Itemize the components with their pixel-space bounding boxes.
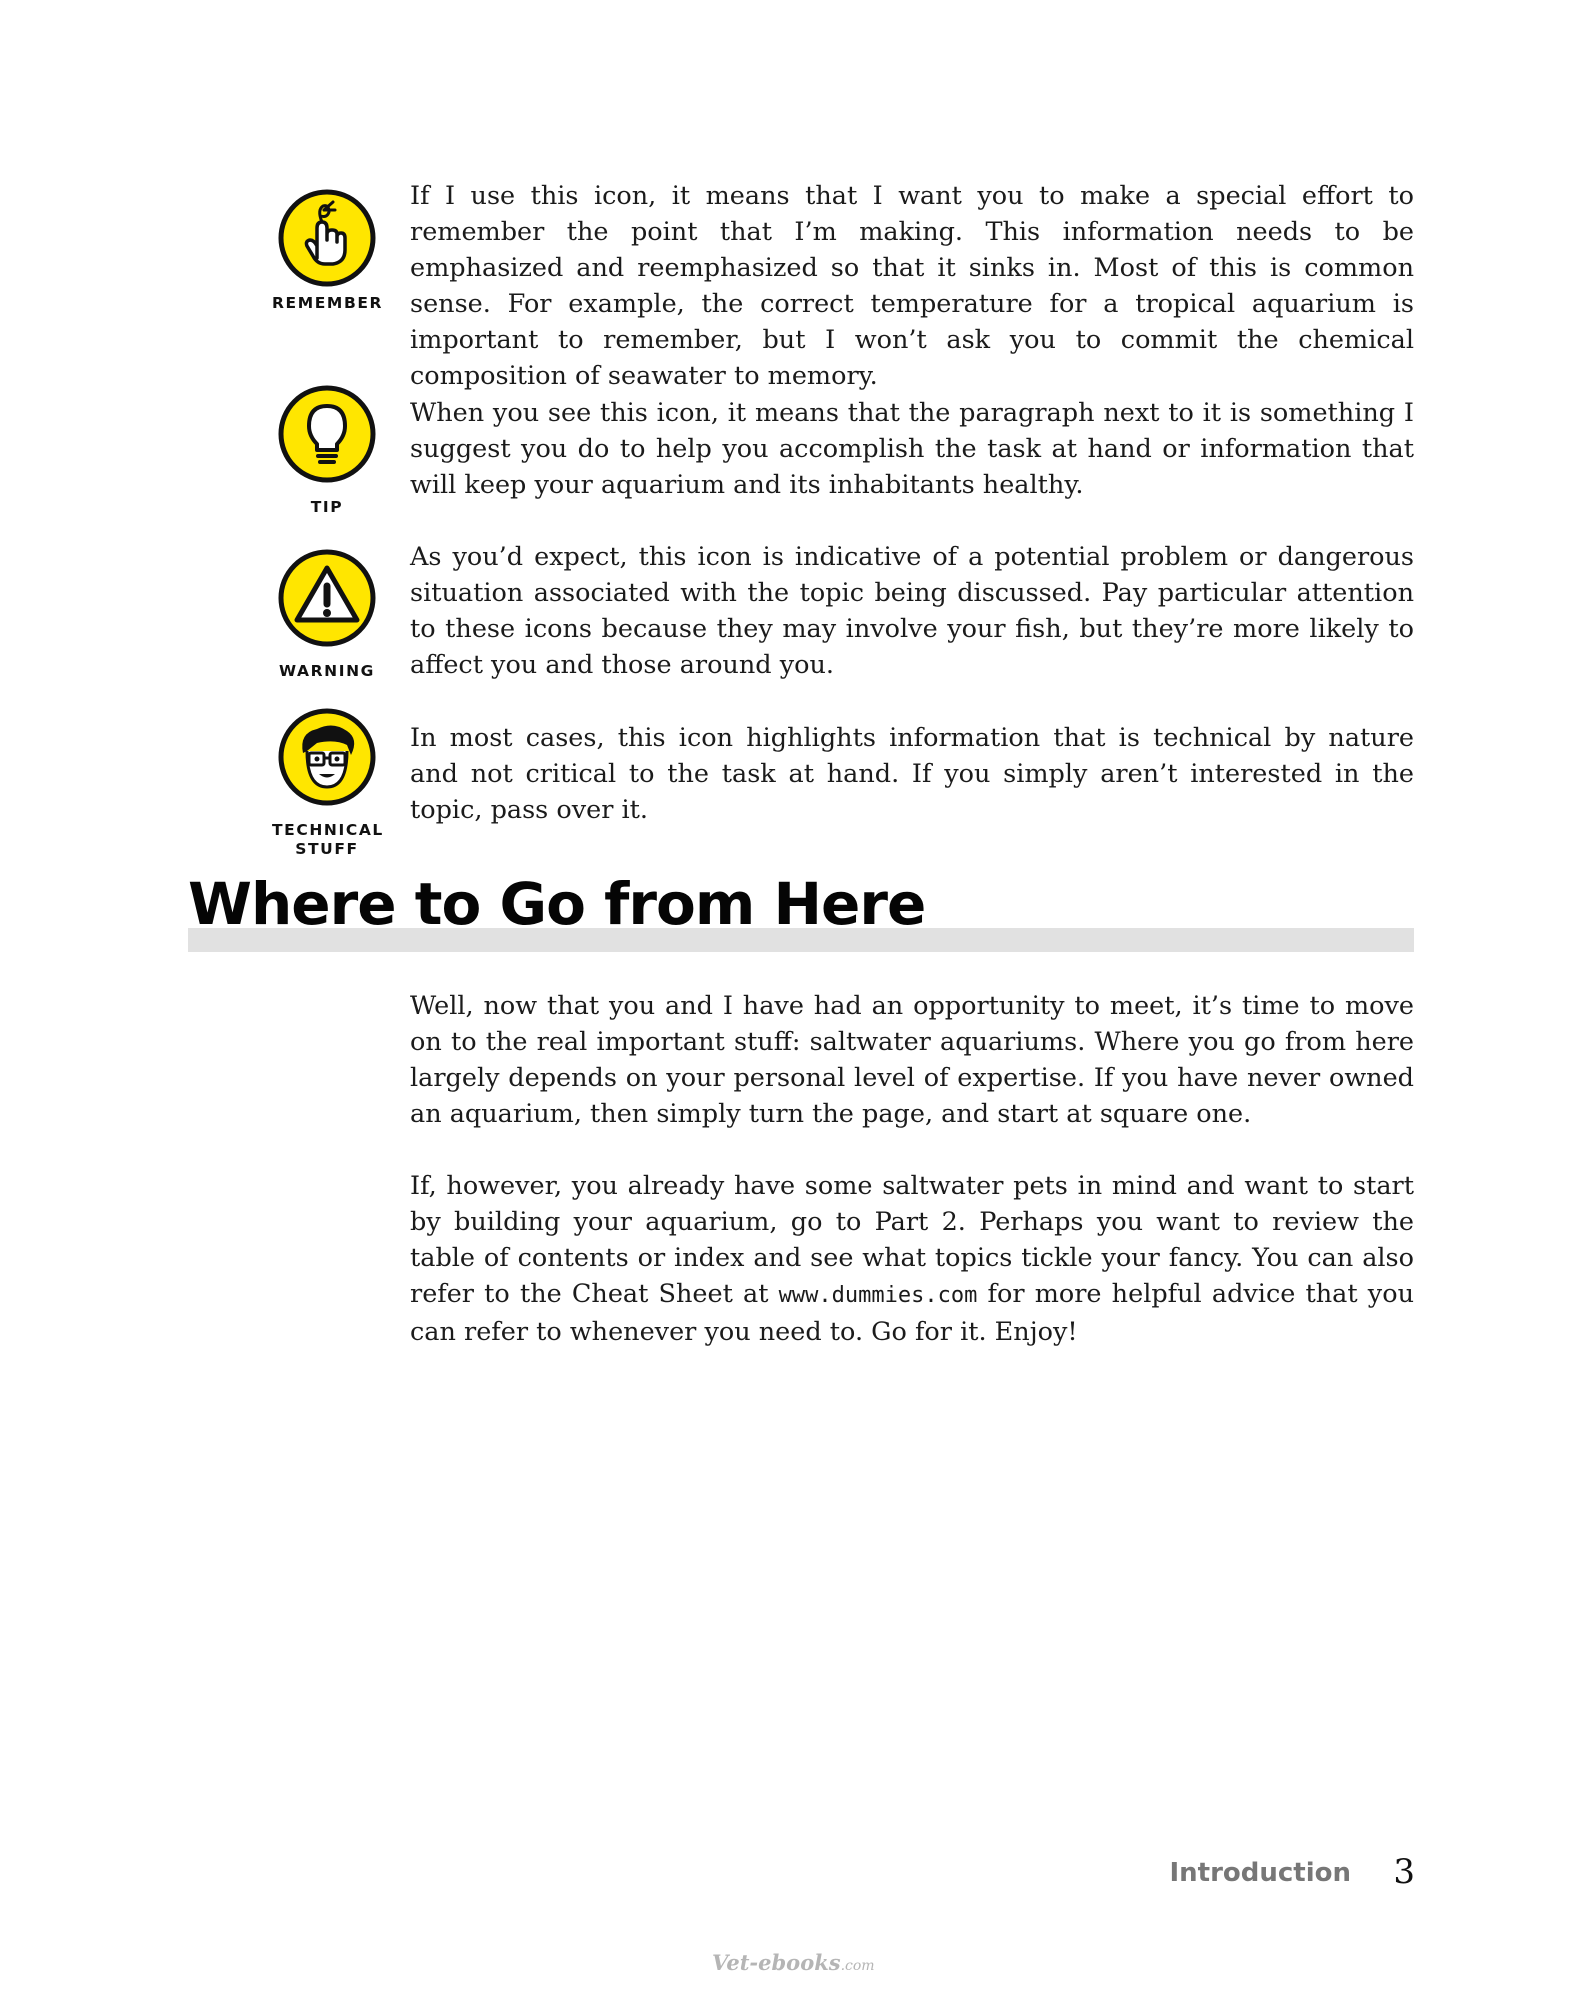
warning-paragraph-block	[410, 539, 1414, 683]
technical-paragraph-block	[410, 720, 1414, 828]
footer-page-number: 3	[1393, 1852, 1415, 1892]
remember-finger-icon	[277, 188, 377, 288]
warning-triangle-icon	[277, 548, 377, 648]
tip-paragraph: When you see this icon, it means that the paragraph next to it is something I suggest you do to help you accomplish the task at hand or information that will keep your aquarium and its inhabitants healthy.	[410, 398, 1414, 500]
paragraph-2-text-start: If, however, you already have some saltwater pets in mind and want to start by building your aquarium, go to Part 2. Perhaps you want to review the table of contents or index and see what topics tickle your fancy. You can also refer to the Cheat Sheet at	[410, 1171, 1414, 1309]
section-paragraph-2	[410, 1168, 1414, 1350]
technical-label-line2: STUFF	[295, 840, 359, 858]
technical-stuff-face-icon	[277, 707, 377, 807]
section-paragraph-2-block	[410, 1168, 1414, 1350]
dummies-url-link[interactable]: www.dummies.com	[778, 1283, 978, 1308]
technical-icon-block	[272, 707, 382, 859]
remember-paragraph: If I use this icon, it means that I want you to make a special effort to remember the point that I’m making. This information needs to be emphasized and reemphasized so that it sinks in. Most of this is common sense. For example, the correct temperature for a tropical aquarium is important to remember, but I won’t ask you to commit the chemical composition of seawater to memory.	[410, 181, 1414, 391]
watermark-text: Vet-ebooks	[712, 1950, 841, 1975]
warning-paragraph: As you’d expect, this icon is indicative of a potential problem or dangerous situation associated with the topic being discussed. Pay particular attention to these icons because they may involve your fish, but they’re more likely to affect you and those around you.	[410, 542, 1414, 680]
section-paragraph-1: Well, now that you and I have had an opportunity to meet, it’s time to move on to the real important stuff: saltwater aquariums. Where you go from here largely depends on your personal level of expertise. If you have never owned an aquarium, then simply turn the page, and start at square one.	[410, 991, 1414, 1129]
tip-icon-block	[272, 384, 382, 517]
technical-paragraph: In most cases, this icon highlights information that is technical by nature and not critical to the task at hand. If you simply aren’t interested in the topic, pass over it.	[410, 723, 1414, 825]
technical-label-line1: TECHNICAL	[272, 821, 384, 839]
footer-section-name: Introduction	[1169, 1858, 1351, 1888]
watermark	[712, 1950, 875, 1975]
tip-label: TIP	[310, 498, 344, 516]
watermark-suffix: .com	[840, 1958, 875, 1974]
lightbulb-icon	[277, 384, 377, 484]
section-heading-block	[188, 868, 1414, 952]
warning-icon-block	[272, 548, 382, 681]
remember-label: REMEMBER	[272, 294, 384, 312]
warning-label: WARNING	[279, 662, 375, 680]
remember-paragraph-block	[410, 178, 1414, 394]
paragraph-2-text-end: for more helpful advice that you can refer to whenever you need to. Go for it. Enjoy!	[410, 1279, 1414, 1347]
tip-paragraph-block	[410, 395, 1414, 503]
section-paragraph-1-block	[410, 988, 1414, 1132]
section-heading: Where to Go from Here	[188, 870, 926, 938]
remember-icon-block	[272, 188, 382, 313]
